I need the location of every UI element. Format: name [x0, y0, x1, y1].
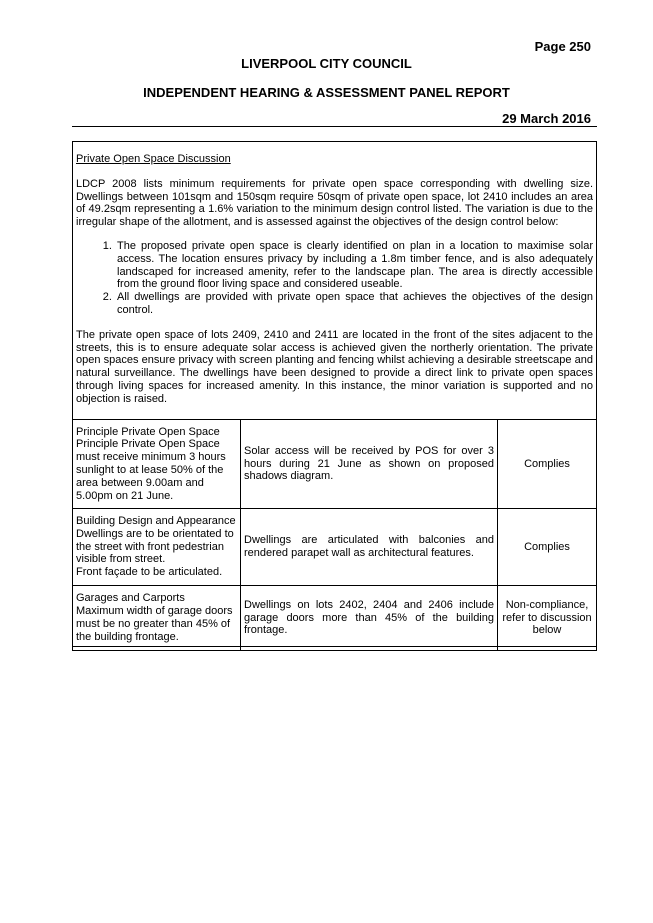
council-name: LIVERPOOL CITY COUNCIL — [241, 56, 412, 71]
control-cell — [73, 586, 241, 651]
result-cell — [498, 586, 597, 651]
report-date: 29 March 2016 — [502, 111, 591, 126]
table-row — [73, 420, 597, 509]
description-text: Dwellings are articulated with balconies and rendered parapet wall as architectural features. — [244, 534, 494, 559]
discussion-heading: Private Open Space Discussion — [76, 153, 231, 165]
description-text: Solar access will be received by POS for over 3 hours during 21 June as shown on proposed shadows diagram. — [244, 444, 494, 483]
controls-table — [72, 419, 597, 651]
result-cell — [498, 420, 597, 509]
objective-item: 1. The proposed private open space is clearly identified on plan in a location to maximise solar access. The location ensures privacy by including a 1.8m timber fence, and is also adequately landscaped for increased amenity, refer to the landscape plan. The area is directly accessible from the ground floor living space and considered useable. — [115, 240, 593, 291]
table-row — [73, 586, 597, 651]
description-cell — [241, 509, 498, 586]
discussion-conclusion: The private open space of lots 2409, 2410 and 2411 are located in the front of the sites adjacent to the streets, this is to ensure adequate solar access is achieved given the northerly orientation. The private open spaces ensure privacy with screen planting and fencing whilst achieving a desirable streetscape and natural surveillance. The dwellings have been designed to provide a direct link to private open spaces through living spaces for increased amenity. In this instance, the minor variation is supported and no objection is raised. — [76, 328, 593, 405]
result-cell — [498, 509, 597, 586]
control-cell — [73, 420, 241, 509]
description-text: Dwellings on lots 2402, 2404 and 2406 include garage doors more than 45% of the building frontage. — [244, 598, 494, 637]
control-text: Building Design and Appearance Dwellings are to be orientated to the street with front pedestrian visible from street. Front façade to be articulated. — [76, 515, 236, 579]
header-divider — [72, 126, 597, 127]
control-text: Principle Private Open Space Principle Private Open Space must receive minimum 3 hours sunlight to at lease 50% of the area between 9.00am and 5.00pm on 21 June. — [76, 425, 226, 502]
description-cell — [241, 586, 498, 651]
page-number: Page 250 — [534, 39, 591, 54]
objective-item: 2. All dwellings are provided with private open space that achieves the objectives of the design control. — [115, 291, 593, 317]
result-text: Complies — [524, 457, 570, 470]
result-text: Complies — [524, 540, 570, 553]
report-title: INDEPENDENT HEARING & ASSESSMENT PANEL REPORT — [143, 85, 510, 100]
objectives-list — [76, 240, 593, 317]
result-text: Non-compliance, refer to discussion below — [502, 598, 592, 637]
description-cell — [241, 420, 498, 509]
control-text: Garages and Carports Maximum width of garage doors must be no greater than 45% of the building frontage. — [76, 592, 233, 643]
control-cell — [73, 509, 241, 586]
discussion-section — [76, 153, 593, 406]
table-row — [73, 509, 597, 586]
discussion-intro: LDCP 2008 lists minimum requirements for private open space corresponding with dwelling size. Dwellings between 101sqm and 150sqm require 50sqm of private open space, lot 2410 includes an area of 49.2sqm representing a 1.6% variation to the minimum design control listed. The variation is due to the irregular shape of the allotment, and is assessed against the objectives of the design control below: — [76, 177, 593, 229]
assessment-box — [72, 141, 597, 647]
